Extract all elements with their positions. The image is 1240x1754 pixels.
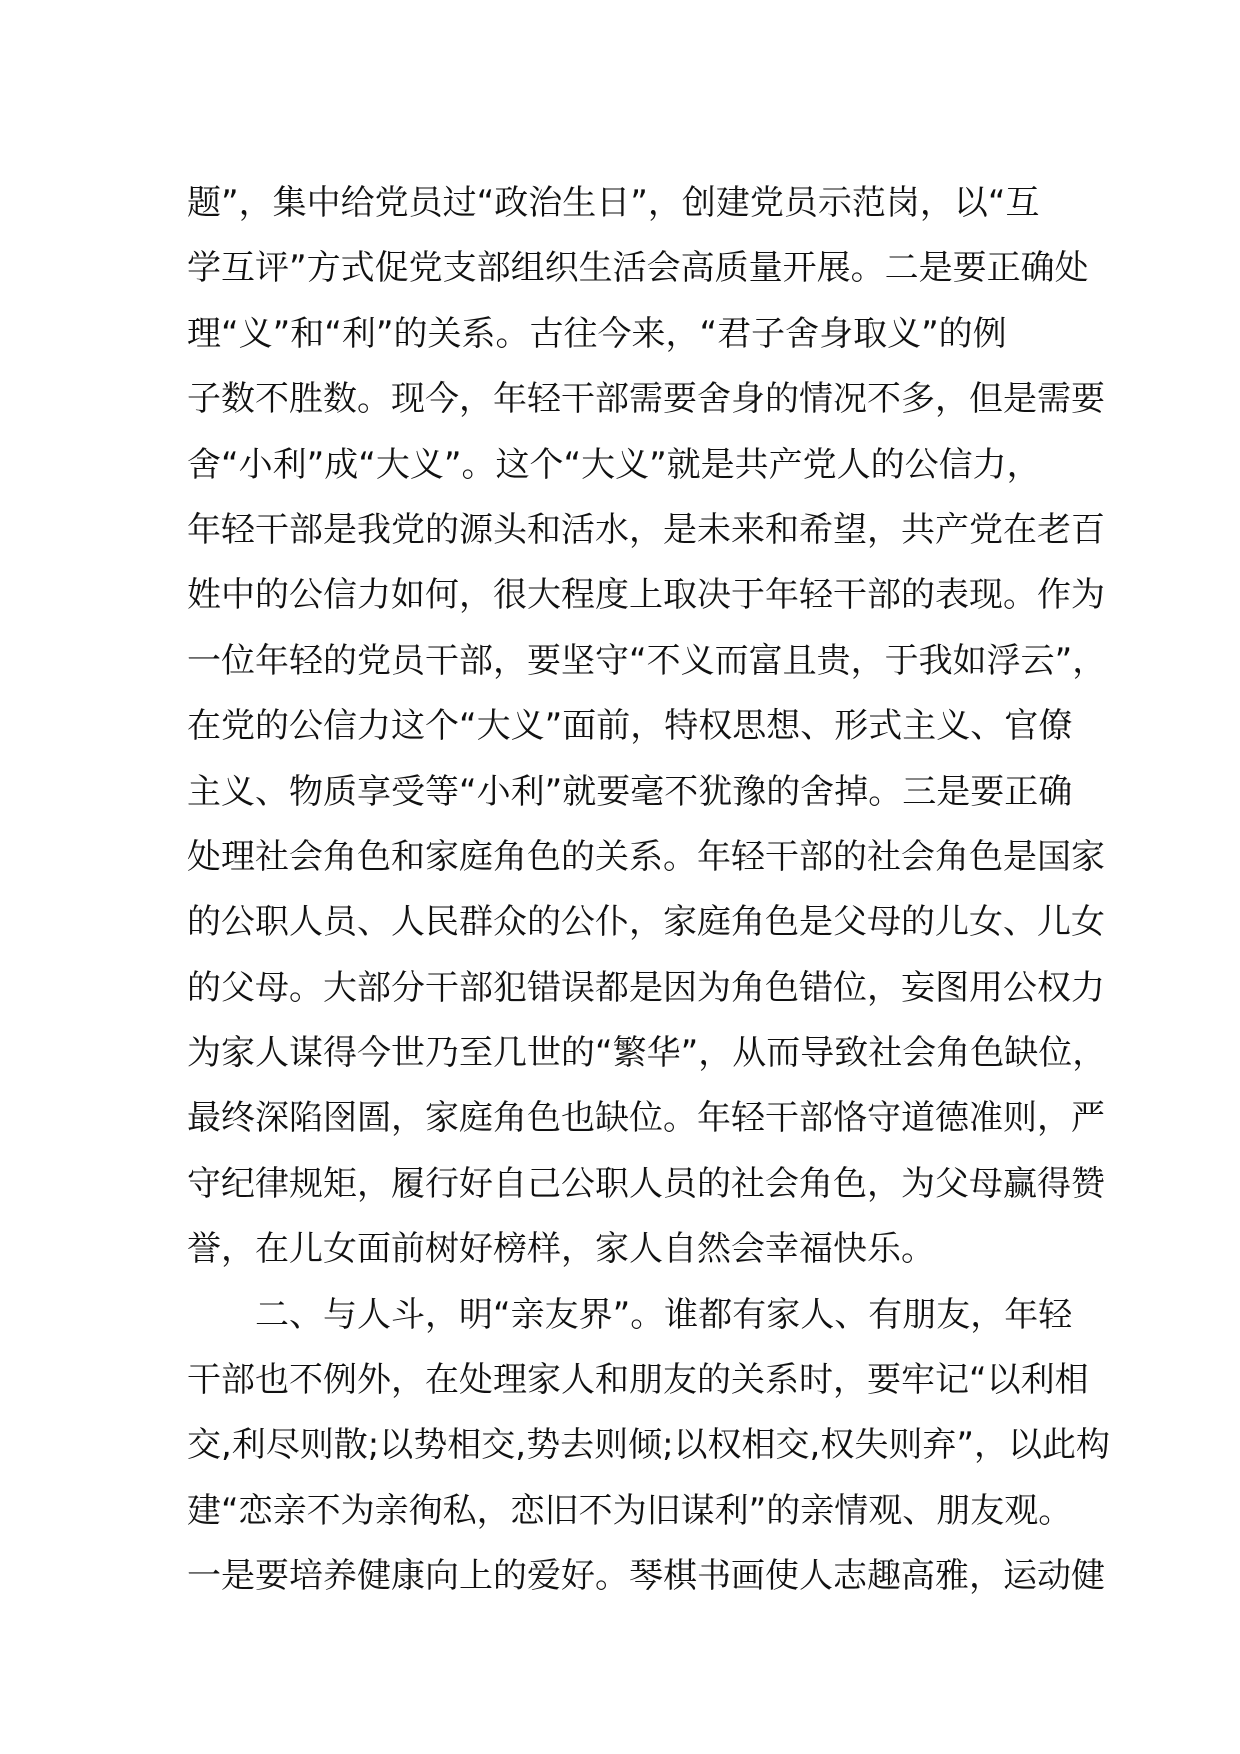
text-line: 年轻干部是我党的源头和活水，是未来和希望，共产党在老百	[187, 509, 1105, 550]
section-heading-line: 二、与人斗，明“亲友界”。谁都有家人、有朋友，年轻	[187, 1294, 1073, 1335]
text-line: 在党的公信力这个“大义”面前，特权思想、形式主义、官僚	[187, 706, 1073, 747]
text-line: 题”，集中给党员过“政治生日”，创建党员示范岗，以“互	[187, 183, 1040, 223]
text-line: 为家人谋得今世乃至几世的“繁华”，从而导致社会角色缺位，	[187, 1033, 1107, 1074]
text-line: 姓中的公信力如何，很大程度上取决于年轻干部的表现。作为	[187, 575, 1105, 616]
text-line: 处理社会角色和家庭角色的关系。年轻干部的社会角色是国家	[187, 836, 1105, 877]
text-line: 学互评”方式促党支部组织生活会高质量开展。二是要正确处	[187, 248, 1089, 289]
body-text	[187, 171, 1110, 1610]
text-line: 一是要培养健康向上的爱好。琴棋书画使人志趣高雅，运动健	[187, 1556, 1105, 1597]
text-line: 一位年轻的党员干部，要坚守“不义而富且贵，于我如浮云”，	[187, 640, 1107, 681]
text-line: 誉，在儿女面前树好榜样，家人自然会幸福快乐。	[187, 1229, 935, 1270]
text-line: 守纪律规矩，履行好自己公职人员的社会角色，为父母赢得赞	[187, 1163, 1105, 1204]
text-line: 交,利尽则散;以势相交,势去则倾;以权相交,权失则弃”，以此构	[187, 1425, 1110, 1466]
text-line: 的公职人员、人民群众的公仆，家庭角色是父母的儿女、儿女	[187, 902, 1105, 943]
text-line: 子数不胜数。现今，年轻干部需要舍身的情况不多，但是需要	[187, 379, 1105, 420]
text-line: 主义、物质享受等“小利”就要毫不犹豫的舍掉。三是要正确	[187, 771, 1073, 812]
text-line: 最终深陷囹圄，家庭角色也缺位。年轻干部恪守道德准则，严	[187, 1098, 1105, 1139]
text-line: 舍“小利”成“大义”。这个“大义”就是共产党人的公信力，	[187, 444, 1041, 485]
text-line: 干部也不例外，在处理家人和朋友的关系时，要牢记“以利相	[187, 1360, 1089, 1401]
text-line: 建“恋亲不为亲徇私，恋旧不为旧谋利”的亲情观、朋友观。	[187, 1490, 1073, 1531]
text-line: 的父母。大部分干部犯错误都是因为角色错位，妄图用公权力	[187, 967, 1105, 1008]
text-line: 理“义”和“利”的关系。古往今来，“君子舍身取义”的例	[187, 313, 1007, 354]
